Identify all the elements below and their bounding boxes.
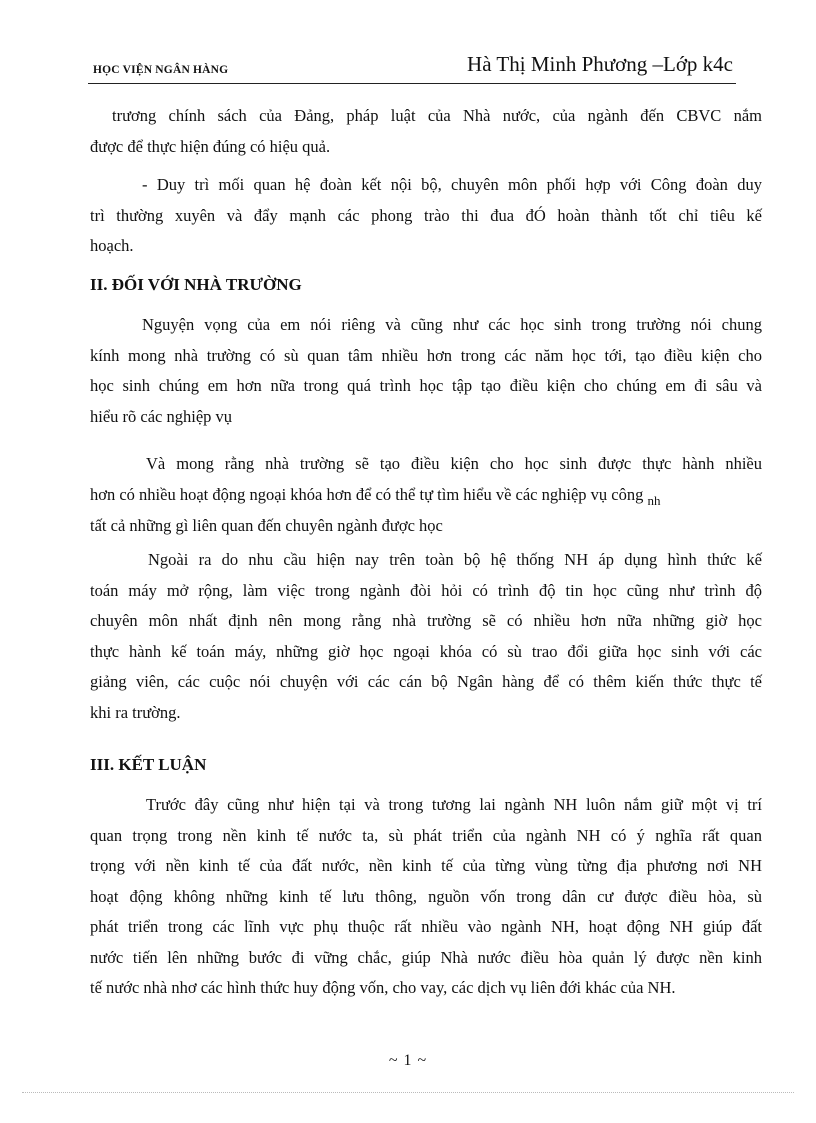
- paragraph-line: khi ra trường.: [90, 702, 181, 722]
- institution-name: HỌC VIỆN NGÂN HÀNG: [93, 64, 229, 76]
- paragraph-line: kính mong nhà trường có sù quan tâm nhiều hơn trong các năm học tới, tạo điều kiện cho: [90, 345, 762, 365]
- paragraph-3: [90, 310, 762, 432]
- paragraph-line: chuyên môn nhất định nên mong rằng nhà trường sẽ có nhiều hơn nữa những giờ học: [90, 611, 762, 630]
- paragraph-line: được để thực hiện đúng có hiệu quả.: [90, 136, 331, 156]
- paragraph-line: Nguyện vọng của em nói riêng và cũng như các học sinh trong trường nói chung: [142, 315, 762, 334]
- paragraph-line: hiểu rõ các nghiệp vụ: [90, 406, 233, 426]
- paragraph-line: tế nước nhà nhơ các hình thức huy động vốn, cho vay, các dịch vụ liên đới khác của NH.: [90, 978, 676, 997]
- footer-divider: [22, 1092, 794, 1093]
- paragraph-1: [90, 101, 762, 162]
- paragraph-line: trì thường xuyên và đẩy mạnh các phong trào thi đua đÓ hoàn thành tốt chỉ tiêu kế: [90, 205, 762, 225]
- stray-subscript-text: nh: [647, 492, 661, 508]
- paragraph-line: quan trọng trong nền kinh tế nước ta, sù phát triển của ngành NH có ý nghĩa rất quan: [90, 825, 762, 845]
- paragraph-line: phát triển trong các lĩnh vực phụ thuộc rất nhiều vào ngành NH, hoạt động NH giúp đất: [90, 917, 762, 936]
- paragraph-line-text: hơn có nhiều hoạt động ngoại khóa hơn để có thể tự tìm hiểu về các nghiệp vụ công: [90, 484, 644, 504]
- paragraph-6: [90, 790, 762, 1004]
- paragraph-line: toán máy mở rộng, làm việc trong ngành đòi hỏi có trình độ tin học cũng như trình độ: [90, 580, 762, 600]
- section-heading-ket-luan: III. KẾT LUẬN: [90, 755, 207, 774]
- paragraph-line: - Duy trì mối quan hệ đoàn kết nội bộ, chuyên môn phối hợp với Công đoàn duy: [142, 175, 762, 194]
- paragraph-line: trương chính sách của Đảng, pháp luật của Nhà nước, của ngành đến CBVC nắm: [112, 106, 762, 125]
- section-heading-nha-truong: II. ĐỐI VỚI NHÀ TRƯỜNG: [90, 275, 302, 294]
- paragraph-line: trọng với nền kinh tế của đất nước, nền kinh tế của từng vùng từng địa phương nơi NH: [90, 856, 762, 875]
- paragraph-4: [90, 449, 762, 542]
- paragraph-5: [90, 545, 762, 728]
- paragraph-line: [90, 480, 762, 512]
- paragraph-line: giảng viên, các cuộc nói chuyện với các cán bộ Ngân hàng để có thêm kiến thức thực tế: [90, 672, 762, 691]
- paragraph-line: tất cả những gì liên quan đến chuyên ngành được học: [90, 516, 443, 535]
- author-class: Hà Thị Minh Phương –Lớp k4c: [467, 52, 733, 76]
- paragraph-line: Và mong rằng nhà trường sẽ tạo điều kiện cho học sinh được thực hành nhiều: [146, 454, 762, 473]
- paragraph-line: hoạch.: [90, 236, 134, 255]
- paragraph-line: nước tiến lên những bước đi vững chắc, giúp Nhà nước điều hòa quản lý được nền kinh: [90, 947, 762, 967]
- paragraph-2: [90, 170, 762, 262]
- paragraph-line: Trước đây cũng như hiện tại và trong tương lai ngành NH luôn nắm giữ một vị trí: [146, 795, 762, 814]
- page-header: [93, 52, 733, 82]
- paragraph-line: thực hành kế toán máy, những giờ học ngoại khóa có sù trao đổi giữa học sinh với các: [90, 641, 762, 661]
- paragraph-line: học sinh chúng em hơn nữa trong quá trình học tập tạo điều kiện cho chúng em đi sâu và: [90, 376, 762, 395]
- header-divider: [88, 83, 736, 84]
- paragraph-line: hoạt động không những kinh tế lưu thông, nguồn vốn trong dân cư được điều hòa, sù: [90, 886, 762, 906]
- page-number: ~ 1 ~: [388, 1052, 428, 1069]
- paragraph-line: Ngoài ra do nhu cầu hiện nay trên toàn bộ hệ thống NH áp dụng hình thức kế: [148, 550, 762, 569]
